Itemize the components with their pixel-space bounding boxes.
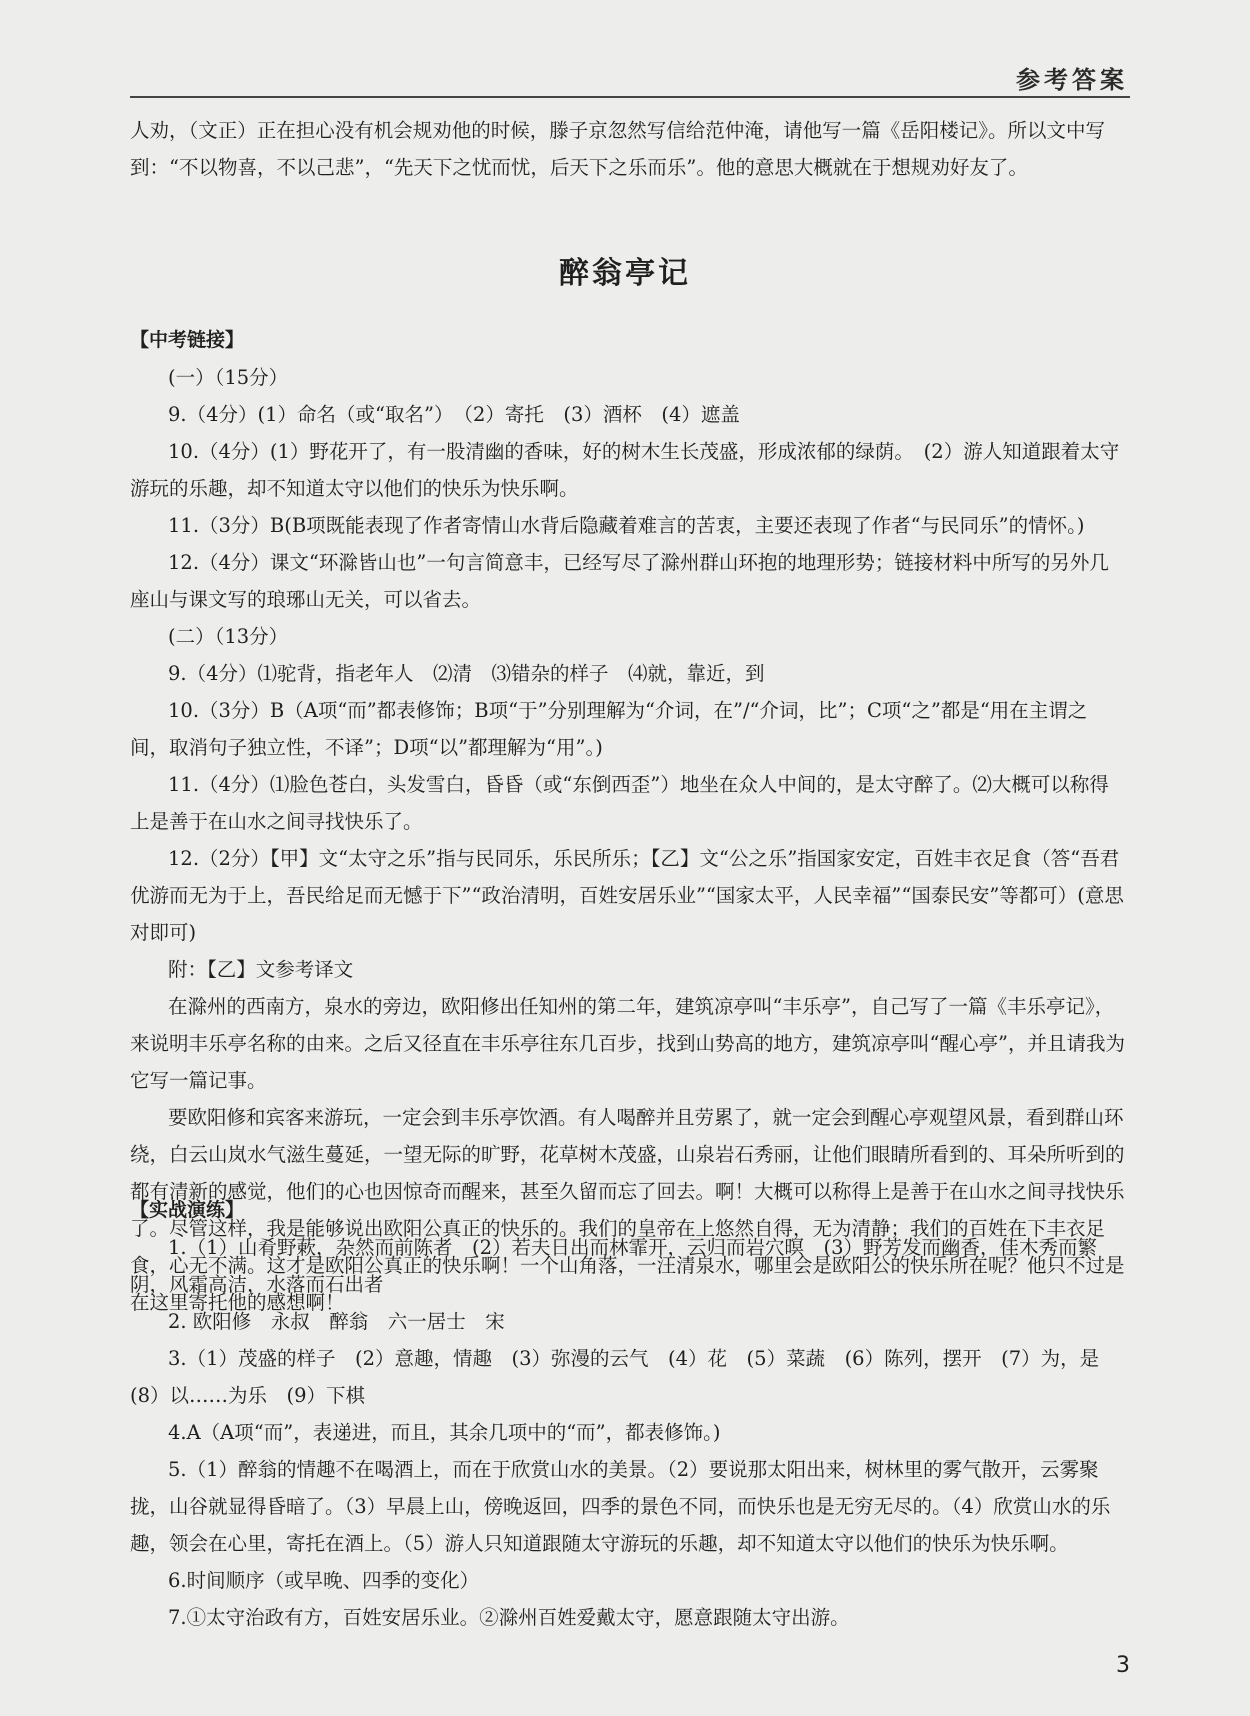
answer-item: 6.时间顺序（或早晚、四季的变化） [168, 1569, 480, 1592]
answer-item: 4.A（A项“而”，表递进，而且，其余几项中的“而”，都表修饰。) [168, 1421, 721, 1444]
intro-line: 到：“不以物喜，不以己悲”，“先天下之忧而忧，后天下之乐而乐”。他的意思大概就在于想规劝好友了。 [130, 156, 1028, 179]
zhongkao-section [130, 322, 1125, 1321]
intro-paragraph [130, 112, 1125, 186]
answer-item: 10.（4分）(1）野花开了，有一股清幽的香味，好的树木生长茂盛，形成浓郁的绿荫。 (2）游人知道跟着太守游玩的乐趣，却不知道太守以他们的快乐为快乐啊。 [130, 440, 1120, 500]
answer-item: 12.（4分）课文“环滁皆山也”一句言简意丰，已经写尽了滁州群山环抱的地理形势；链接材料中所写的另外几座山与课文写的琅琊山无关，可以省去。 [130, 551, 1109, 611]
section-heading: 【实战演练】 [130, 1199, 245, 1221]
intro-line: 人劝，（文正）正在担心没有机会规劝他的时候，滕子京忽然写信给范仲淹，请他写一篇《岳阳楼记》。所以文中写 [130, 119, 1106, 142]
answer-item: 11.（4分）⑴脸色苍白，头发雪白，昏昏（或“东倒西歪”）地坐在众人中间的，是太守醉了。⑵大概可以称得上是善于在山水之间寻找快乐了。 [130, 773, 1109, 833]
part-label: (一）（15分） [168, 366, 289, 389]
page-number: 3 [1116, 1653, 1130, 1678]
translation-paragraph: 要欧阳修和宾客来游玩，一定会到丰乐亭饮酒。有人喝醉并且劳累了，就一定会到醒心亭观望风景，看到群山环绕，白云山岚水气滋生蔓延，一望无际的旷野，花草树木茂盛，山泉岩石秀丽，让他们眼睛所看到的、耳朵所听到的都有清新的感觉，他们的心也因惊奇而醒来，甚至久留而忘了回去。啊！大概可以称得上是善于在山水之间寻找快乐了。尽管这样，我是能够说出欧阳公真正的快乐的。我们的皇帝在上悠然自得，无为清静；我们的百姓在下丰衣足食，心无不满。这才是欧阳公真正的快乐啊！一个山角落，一汪清泉水，哪里会是欧阳公的快乐所在呢？他只不过是在这里寄托他的感想啊！ [130, 1106, 1125, 1314]
section-heading: 【中考链接】 [130, 329, 245, 351]
answer-item: 5.（1）醉翁的情趣不在喝酒上，而在于欣赏山水的美景。（2）要说那太阳出来，树林里的雾气散开，云雾聚拢，山谷就显得昏暗了。（3）早晨上山，傍晚返回，四季的景色不同，而快乐也是无穷无尽的。（4）欣赏山水的乐趣，领会在心里，寄托在酒上。（5）游人只知道跟随太守游玩的乐趣，却不知道太守以他们的快乐为快乐啊。 [130, 1458, 1111, 1555]
appendix-label: 附：【乙】文参考译文 [168, 958, 354, 981]
answer-item: 9.（4分）(1）命名（或“取名”） （2）寄托 (3）酒杯 (4）遮盖 [168, 403, 740, 426]
answer-item: 12.（2分）【甲】文“太守之乐”指与民同乐，乐民所乐；【乙】文“公之乐”指国家安定，百姓丰衣足食（答“吾君优游而无为于上，吾民给足而无憾于下”“政治清明，百姓安居乐业”“国家太平，人民幸福”“国泰民安”等都可）(意思对即可) [130, 847, 1124, 944]
part-label: (二）（13分） [168, 625, 289, 648]
header-divider [130, 96, 1130, 98]
answer-item: 7.①太守治政有方，百姓安居乐业。②滁州百姓爱戴太守，愿意跟随太守出游。 [168, 1606, 850, 1629]
translation-paragraph: 在滁州的西南方，泉水的旁边，欧阳修出任知州的第二年，建筑凉亭叫“丰乐亭”，自己写了一篇《丰乐亭记》，来说明丰乐亭名称的由来。之后又径直在丰乐亭往东几百步，找到山势高的地方，建筑凉亭叫“醒心亭”，并且请我为它写一篇记事。 [130, 995, 1125, 1092]
answer-item: 11.（3分）B(B项既能表现了作者寄情山水背后隐藏着难言的苦衷，主要还表现了作者“与民同乐”的情怀。) [168, 514, 1085, 537]
article-title: 醉翁亭记 [559, 256, 691, 291]
answer-item: 9.（4分）⑴驼背，指老年人 ⑵清 ⑶错杂的样子 ⑷就，靠近，到 [168, 662, 765, 685]
header-title: 参考答案 [1016, 66, 1128, 94]
answer-item: 3.（1）茂盛的样子 (2）意趣，情趣 (3）弥漫的云气 (4）花 (5）菜蔬 (6）陈列，摆开 (7）为，是 (8）以……为乐 (9）下棋 [130, 1347, 1119, 1407]
answer-item: 2. 欧阳修 永叔 醉翁 六一居士 宋 [168, 1310, 505, 1333]
answer-item: 10.（3分）B（A项“而”都表修饰；B项“于”分别理解为“介词，在”/“介词，比”；C项“之”都是“用在主谓之间，取消句子独立性，不译”；D项“以”都理解为“用”。) [130, 699, 1088, 759]
answer-item: 1.（1）山肴野蔌，杂然而前陈者 (2）若夫日出而林霏开，云归而岩穴暝 (3）野芳发而幽香，佳木秀而繁阴，风霜高洁，水落而石出者 [130, 1236, 1098, 1296]
shizhan-section [130, 1192, 1125, 1636]
